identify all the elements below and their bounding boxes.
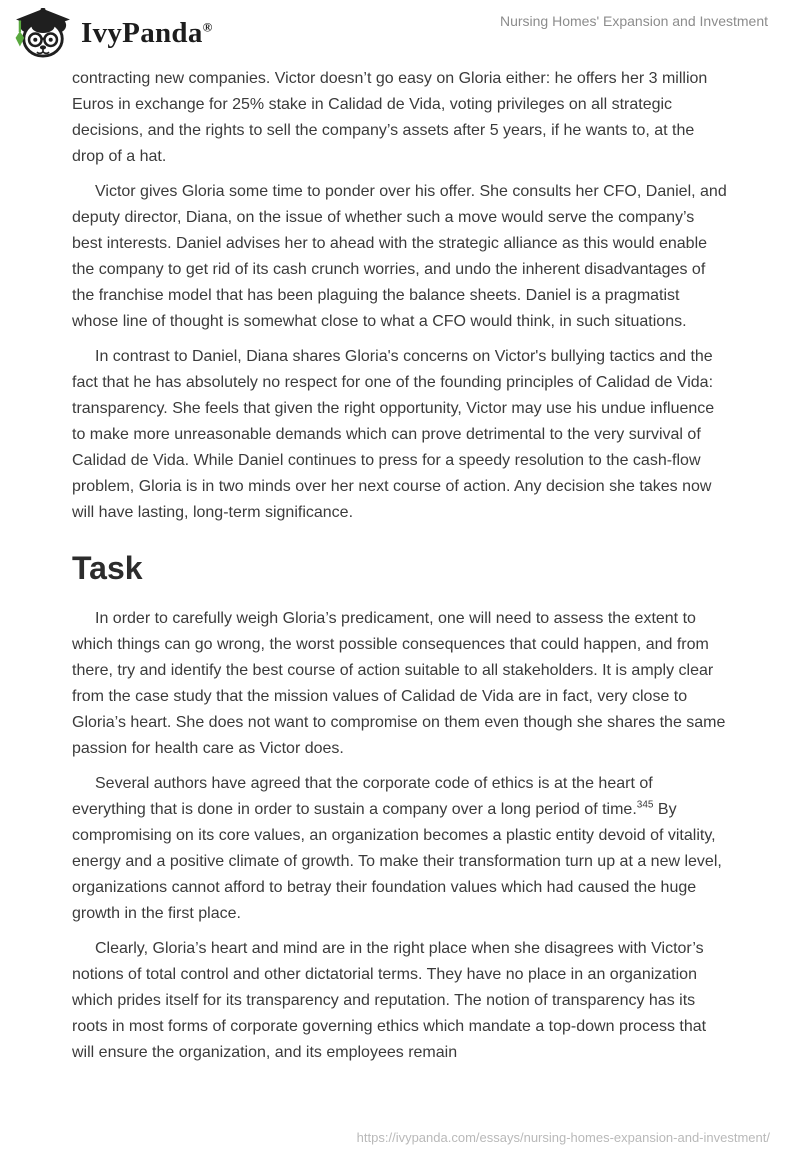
logo-wordmark — [81, 17, 213, 50]
paragraph-text: By compromising on its core values, an organization becomes a plastic entity devoid of vitality, energy and a positive climate of growth. To make their transformation turn up at a new level, organizations cannot afford to betray their foundation values which had caused the huge growth in the first place. — [72, 801, 722, 922]
task-section-heading: Task — [72, 550, 143, 586]
paragraph-continuation: contracting new companies. Victor doesn’t go easy on Gloria either: he offers her 3 million Euros in exchange for 25% stake in Calidad de Vida, voting privileges on all strategic decisions, and the rights to sell the company’s assets after 5 years, if he wants to, at the drop of a hat. — [72, 70, 708, 165]
paragraph: Victor gives Gloria some time to ponder over his offer. She consults her CFO, Daniel, and deputy director, Diana, on the issue of whether such a move would serve the company’s best interests. Daniel advises her to ahead with the strategic alliance as this would enable the company to get rid of its cash crunch worries, and undo the inherent disadvantages of the franchise model that has been plaguing the balance sheets. Daniel is a pragmatist whose line of thought is somewhat close to what a CFO would think, in such situations. — [72, 183, 727, 330]
panda-graduation-cap-icon — [14, 7, 72, 59]
document-title: Nursing Homes' Expansion and Investment — [499, 13, 768, 29]
source-url: https://ivypanda.com/essays/nursing-homes-expansion-and-investment/ — [356, 1130, 770, 1145]
paragraph: In contrast to Daniel, Diana shares Gloria's concerns on Victor's bullying tactics and the fact that he has absolutely no respect for one of the founding principles of Calidad de Vida: transparency. She feels that given the right opportunity, Victor may use his undue influence to make more unreasonable demands which can prove detrimental to the very survival of Calidad de Vida. While Daniel continues to press for a speedy resolution to the cash-flow problem, Gloria is in two minds over her next course of action. Any decision she takes now will have lasting, long-term significance. — [72, 348, 715, 521]
paragraph-with-footnote — [72, 771, 728, 927]
paragraph: Clearly, Gloria’s heart and mind are in the right place when she disagrees with Victor’s notions of total control and other dictatorial terms. They have no place in an organization which prides itself for its transparency and reputation. The notion of transparency has its roots in most forms of corporate governing ethics which mandate a top-down process that will ensure the organization, and its employees remain — [72, 940, 707, 1061]
page-footer — [357, 1130, 770, 1145]
essay-content — [72, 66, 728, 1075]
paragraph: In order to carefully weigh Gloria’s predicament, one will need to assess the extent to which things can go wrong, the worst possible consequences that could happen, and from there, try and identify the best course of action suitable to all stakeholders. It is amply clear from the case study that the mission values of Calidad de Vida are in fact, very close to Gloria’s heart. She does not want to compromise on them even though she shares the same passion for health care as Victor does. — [72, 610, 726, 757]
logo-wordmark-text: IvyPanda — [81, 16, 203, 49]
registered-trademark-symbol: ® — [202, 18, 213, 34]
footnote-marker: 345 — [636, 799, 654, 811]
paragraph-text: Several authors have agreed that the corporate code of ethics is at the heart of everything that is done in order to sustain a company over a long period of time. — [72, 775, 653, 818]
page-header — [0, 0, 800, 64]
ivypanda-logo — [0, 0, 213, 59]
